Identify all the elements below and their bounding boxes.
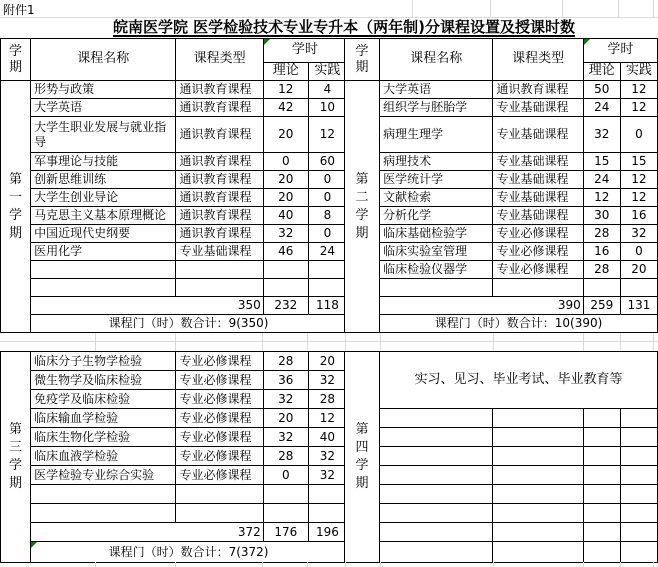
course-name-cell[interactable]: 医用化学 bbox=[31, 243, 176, 261]
header-course-name[interactable]: 课程名称 bbox=[380, 39, 493, 81]
practice-hours-cell[interactable]: 12 bbox=[620, 189, 657, 207]
course-type-cell[interactable]: 专业基础课程 bbox=[493, 153, 583, 171]
practice-hours-cell[interactable]: 28 bbox=[308, 390, 346, 409]
header-hours-label: 学时 bbox=[291, 42, 318, 58]
course-name-cell[interactable]: 大学英语 bbox=[31, 99, 176, 117]
theory-hours-cell[interactable]: 30 bbox=[583, 207, 620, 225]
semester-2-table bbox=[344, 38, 658, 333]
total-practice-cell[interactable]: 131 bbox=[620, 297, 657, 315]
empty-cell[interactable] bbox=[583, 466, 620, 485]
sheet-gridline bbox=[380, 562, 381, 567]
empty-cell[interactable] bbox=[380, 447, 493, 466]
empty-cell[interactable] bbox=[620, 504, 657, 523]
practice-hours-cell[interactable]: 20 bbox=[308, 352, 346, 371]
course-count-summary-cell[interactable] bbox=[31, 315, 347, 333]
sheet-gridline bbox=[618, 0, 619, 17]
practice-hours-cell[interactable]: 32 bbox=[308, 371, 346, 390]
course-name-cell[interactable]: 微生物学及临床检验 bbox=[31, 371, 176, 390]
practice-hours-cell[interactable]: 15 bbox=[620, 153, 657, 171]
header-course-type[interactable]: 课程类型 bbox=[493, 39, 583, 81]
practice-hours-cell[interactable]: 32 bbox=[620, 225, 657, 243]
semester4-note-cell[interactable]: 实习、见习、毕业考试、毕业教育等 bbox=[380, 352, 658, 409]
practice-hours-cell[interactable]: 8 bbox=[308, 207, 346, 225]
total-practice-cell[interactable]: 196 bbox=[308, 523, 346, 542]
sheet-gridline bbox=[493, 333, 494, 351]
empty-cell[interactable] bbox=[493, 523, 583, 542]
header-course-type[interactable]: 课程类型 bbox=[176, 39, 263, 81]
theory-hours-cell[interactable]: 40 bbox=[263, 207, 308, 225]
course-type-cell[interactable]: 专业必修课程 bbox=[493, 225, 583, 243]
header-semester[interactable] bbox=[345, 39, 380, 81]
sheet-gridline bbox=[307, 333, 308, 351]
empty-cell[interactable] bbox=[263, 485, 308, 504]
theory-hours-cell[interactable]: 12 bbox=[263, 81, 308, 99]
practice-hours-cell[interactable]: 0 bbox=[308, 171, 346, 189]
total-theory-cell[interactable]: 176 bbox=[263, 523, 308, 542]
semester-4-table bbox=[344, 351, 658, 563]
practice-hours-cell[interactable]: 40 bbox=[308, 428, 346, 447]
course-name-cell[interactable]: 临床输血学检验 bbox=[31, 409, 176, 428]
semester-label-cell[interactable] bbox=[345, 81, 380, 333]
sheet-gridline bbox=[490, 0, 491, 17]
practice-hours-cell[interactable]: 12 bbox=[308, 117, 346, 153]
course-type-cell[interactable]: 通识教育课程 bbox=[176, 117, 263, 153]
sheet-gridline bbox=[653, 333, 654, 351]
theory-hours-cell[interactable]: 20 bbox=[263, 171, 308, 189]
course-type-cell[interactable]: 专业必修课程 bbox=[176, 447, 263, 466]
semester-label: 第三学期 bbox=[9, 422, 23, 491]
theory-hours-cell[interactable]: 50 bbox=[583, 81, 620, 99]
sheet-gridline bbox=[262, 333, 263, 351]
practice-hours-cell[interactable]: 60 bbox=[308, 153, 346, 171]
empty-cell[interactable] bbox=[620, 279, 657, 297]
course-name-cell[interactable]: 临床分子生物学检验 bbox=[31, 352, 176, 371]
course-type-cell[interactable]: 通识教育课程 bbox=[176, 153, 263, 171]
semester-3-table bbox=[0, 351, 347, 563]
course-name-cell[interactable]: 临床检验仪器学 bbox=[380, 261, 493, 279]
course-type-cell[interactable]: 专业必修课程 bbox=[176, 428, 263, 447]
course-name-cell[interactable]: 医学检验专业综合实验 bbox=[31, 466, 176, 485]
empty-cell[interactable] bbox=[583, 447, 620, 466]
sheet-gridline bbox=[345, 333, 346, 351]
empty-cell[interactable] bbox=[31, 504, 176, 523]
empty-cell[interactable] bbox=[31, 485, 176, 504]
course-type-cell[interactable]: 通识教育课程 bbox=[176, 207, 263, 225]
empty-cell[interactable] bbox=[380, 279, 493, 297]
header-hours[interactable] bbox=[583, 39, 657, 63]
course-count-summary-cell[interactable] bbox=[380, 315, 658, 333]
header-semester-label: 学期 bbox=[9, 43, 23, 75]
empty-cell[interactable] bbox=[493, 428, 583, 447]
semester-label: 第二学期 bbox=[355, 171, 369, 241]
course-name-cell[interactable]: 大学英语 bbox=[380, 81, 493, 99]
sheet-gridline bbox=[653, 0, 654, 17]
course-type-cell[interactable]: 专业基础课程 bbox=[176, 243, 263, 261]
empty-cell[interactable] bbox=[380, 466, 493, 485]
empty-cell[interactable] bbox=[263, 279, 308, 297]
course-name-cell[interactable]: 免疫学及临床检验 bbox=[31, 390, 176, 409]
theory-hours-cell[interactable]: 12 bbox=[583, 189, 620, 207]
practice-hours-cell[interactable]: 24 bbox=[308, 243, 346, 261]
practice-hours-cell[interactable]: 12 bbox=[308, 409, 346, 428]
theory-hours-cell[interactable]: 20 bbox=[263, 189, 308, 207]
empty-cell[interactable] bbox=[583, 504, 620, 523]
practice-hours-cell[interactable]: 32 bbox=[308, 447, 346, 466]
theory-hours-cell[interactable]: 28 bbox=[583, 225, 620, 243]
empty-cell[interactable] bbox=[493, 504, 583, 523]
sheet-gridline bbox=[345, 562, 346, 567]
total-practice-cell[interactable]: 118 bbox=[308, 297, 346, 315]
empty-cell[interactable] bbox=[176, 485, 263, 504]
course-name-cell[interactable]: 文献检索 bbox=[380, 189, 493, 207]
theory-hours-cell[interactable]: 32 bbox=[263, 225, 308, 243]
course-type-cell[interactable]: 专业基础课程 bbox=[493, 171, 583, 189]
empty-cell[interactable] bbox=[493, 447, 583, 466]
theory-hours-cell[interactable]: 15 bbox=[583, 153, 620, 171]
course-name-cell[interactable]: 形势与政策 bbox=[31, 81, 176, 99]
course-type-cell[interactable]: 专业基础课程 bbox=[493, 99, 583, 117]
course-type-cell[interactable]: 通识教育课程 bbox=[176, 99, 263, 117]
course-count-summary-text: 课程门（时）数合计：10(390) bbox=[434, 316, 603, 330]
empty-cell[interactable] bbox=[620, 466, 657, 485]
theory-hours-cell[interactable]: 28 bbox=[263, 447, 308, 466]
semester-label-cell[interactable] bbox=[1, 81, 31, 333]
header-theory[interactable]: 理论 bbox=[583, 63, 620, 81]
sheet-gridline bbox=[562, 0, 563, 17]
course-name-cell[interactable]: 马克思主义基本原理概论 bbox=[31, 207, 176, 225]
attachment-label: 附件1 bbox=[3, 3, 35, 17]
course-count-summary-text: 课程门（时）数合计：7(372) bbox=[108, 544, 269, 559]
course-name-cell[interactable]: 临床实验室管理 bbox=[380, 243, 493, 261]
sheet-gridline bbox=[307, 562, 308, 567]
course-type-cell[interactable]: 专业必修课程 bbox=[176, 466, 263, 485]
course-name-cell[interactable]: 临床基础检验学 bbox=[380, 225, 493, 243]
empty-cell[interactable] bbox=[583, 409, 620, 428]
theory-hours-cell[interactable]: 16 bbox=[583, 243, 620, 261]
empty-cell[interactable] bbox=[308, 261, 346, 279]
empty-cell[interactable] bbox=[583, 485, 620, 504]
course-type-cell[interactable]: 专业基础课程 bbox=[493, 117, 583, 153]
empty-cell[interactable] bbox=[620, 447, 657, 466]
sheet-gridline bbox=[0, 341, 658, 342]
semester-label-cell[interactable] bbox=[1, 352, 31, 563]
sheet-gridline bbox=[175, 562, 176, 567]
empty-cell[interactable] bbox=[620, 523, 657, 542]
practice-hours-cell[interactable]: 0 bbox=[620, 117, 657, 153]
empty-cell[interactable] bbox=[176, 261, 263, 279]
theory-hours-cell[interactable]: 24 bbox=[583, 99, 620, 117]
course-name-cell[interactable]: 大学生创业导论 bbox=[31, 189, 176, 207]
course-count-summary-cell[interactable] bbox=[31, 542, 347, 563]
empty-cell[interactable] bbox=[380, 523, 493, 542]
empty-cell[interactable] bbox=[583, 523, 620, 542]
practice-hours-cell[interactable]: 16 bbox=[620, 207, 657, 225]
sheet-gridline bbox=[620, 562, 621, 567]
practice-hours-cell[interactable]: 12 bbox=[620, 81, 657, 99]
semester-label: 第四学期 bbox=[355, 422, 369, 491]
sheet-gridline bbox=[0, 17, 658, 18]
header-hours[interactable] bbox=[263, 39, 346, 63]
course-type-cell[interactable]: 通识教育课程 bbox=[176, 189, 263, 207]
semester-label-cell[interactable] bbox=[345, 352, 380, 563]
practice-hours-cell[interactable]: 10 bbox=[308, 99, 346, 117]
practice-hours-cell[interactable]: 12 bbox=[620, 99, 657, 117]
course-type-cell[interactable]: 专业必修课程 bbox=[176, 390, 263, 409]
sheet-gridline bbox=[412, 0, 413, 17]
empty-cell[interactable] bbox=[380, 542, 493, 563]
empty-cell[interactable] bbox=[620, 542, 657, 563]
empty-cell[interactable] bbox=[31, 261, 176, 279]
sheet-gridline bbox=[380, 333, 381, 351]
semester-label: 第一学期 bbox=[9, 171, 23, 241]
empty-cell[interactable] bbox=[308, 485, 346, 504]
practice-hours-cell[interactable]: 0 bbox=[308, 189, 346, 207]
green-corner-marker-icon bbox=[31, 542, 37, 548]
theory-hours-cell[interactable]: 20 bbox=[263, 409, 308, 428]
header-practice[interactable]: 实践 bbox=[308, 63, 346, 81]
sheet-gridline bbox=[493, 562, 494, 567]
empty-cell[interactable] bbox=[380, 409, 493, 428]
header-semester-label: 学期 bbox=[355, 43, 369, 75]
page-title: 皖南医学院 医学检验技术专业专升本（两年制)分课程设置及授课时数 bbox=[112, 18, 576, 36]
course-type-cell[interactable]: 专业必修课程 bbox=[176, 352, 263, 371]
empty-cell[interactable] bbox=[583, 542, 620, 563]
course-name-cell[interactable]: 病理生理学 bbox=[380, 117, 493, 153]
theory-hours-cell[interactable]: 36 bbox=[263, 371, 308, 390]
sheet-gridline bbox=[262, 562, 263, 567]
header-theory[interactable]: 理论 bbox=[263, 63, 308, 81]
course-name-cell[interactable]: 中国近现代史纲要 bbox=[31, 225, 176, 243]
course-name-cell[interactable]: 创新思维训练 bbox=[31, 171, 176, 189]
practice-hours-cell[interactable]: 12 bbox=[620, 171, 657, 189]
empty-cell[interactable] bbox=[493, 409, 583, 428]
green-corner-marker-icon bbox=[584, 39, 590, 45]
total-hours-cell[interactable]: 390 bbox=[380, 297, 584, 315]
empty-cell[interactable] bbox=[380, 485, 493, 504]
theory-hours-cell[interactable]: 32 bbox=[583, 117, 620, 153]
course-type-cell[interactable]: 专业必修课程 bbox=[493, 261, 583, 279]
sheet-gridline bbox=[583, 562, 584, 567]
empty-cell[interactable] bbox=[308, 504, 346, 523]
theory-hours-cell[interactable]: 32 bbox=[263, 428, 308, 447]
empty-cell[interactable] bbox=[31, 279, 176, 297]
empty-cell[interactable] bbox=[620, 428, 657, 447]
total-hours-cell[interactable]: 350 bbox=[31, 297, 264, 315]
header-hours-label: 学时 bbox=[607, 42, 634, 58]
theory-hours-cell[interactable]: 32 bbox=[263, 390, 308, 409]
course-name-cell[interactable]: 医学统计学 bbox=[380, 171, 493, 189]
course-name-cell[interactable]: 分析化学 bbox=[380, 207, 493, 225]
green-corner-marker-icon bbox=[264, 39, 270, 45]
course-type-cell[interactable]: 专业必修课程 bbox=[493, 243, 583, 261]
empty-cell[interactable] bbox=[583, 279, 620, 297]
sheet-gridline bbox=[95, 333, 96, 351]
course-name-cell[interactable]: 军事理论与技能 bbox=[31, 153, 176, 171]
course-type-cell[interactable]: 专业基础课程 bbox=[493, 207, 583, 225]
course-type-cell[interactable]: 专业基础课程 bbox=[493, 189, 583, 207]
course-name-cell[interactable]: 临床生物化学检验 bbox=[31, 428, 176, 447]
empty-cell[interactable] bbox=[263, 504, 308, 523]
empty-cell[interactable] bbox=[493, 466, 583, 485]
course-type-cell[interactable]: 通识教育课程 bbox=[176, 225, 263, 243]
course-type-cell[interactable]: 通识教育课程 bbox=[493, 81, 583, 99]
course-name-cell[interactable]: 组织学与胚胎学 bbox=[380, 99, 493, 117]
practice-hours-cell[interactable]: 0 bbox=[308, 225, 346, 243]
header-course-name[interactable]: 课程名称 bbox=[31, 39, 176, 81]
empty-cell[interactable] bbox=[176, 279, 263, 297]
theory-hours-cell[interactable]: 20 bbox=[263, 117, 308, 153]
course-type-cell[interactable]: 专业必修课程 bbox=[176, 371, 263, 390]
total-hours-cell[interactable]: 372 bbox=[31, 523, 264, 542]
empty-cell[interactable] bbox=[176, 504, 263, 523]
course-name-cell[interactable]: 大学生职业发展与就业指导 bbox=[31, 117, 176, 153]
empty-cell[interactable] bbox=[620, 485, 657, 504]
course-name-cell[interactable]: 临床血液学检验 bbox=[31, 447, 176, 466]
course-name-cell[interactable]: 病理技术 bbox=[380, 153, 493, 171]
practice-hours-cell[interactable]: 0 bbox=[620, 243, 657, 261]
empty-cell[interactable] bbox=[493, 279, 583, 297]
sheet-gridline bbox=[95, 562, 96, 567]
semester-1-table bbox=[0, 38, 347, 333]
empty-cell[interactable] bbox=[620, 409, 657, 428]
course-count-summary-text: 课程门（时）数合计：9(350) bbox=[108, 316, 269, 330]
theory-hours-cell[interactable]: 0 bbox=[263, 153, 308, 171]
practice-hours-cell[interactable]: 4 bbox=[308, 81, 346, 99]
sheet-gridline bbox=[583, 333, 584, 351]
theory-hours-cell[interactable]: 46 bbox=[263, 243, 308, 261]
sheet-gridline bbox=[620, 333, 621, 351]
sheet-gridline bbox=[175, 333, 176, 351]
empty-cell[interactable] bbox=[493, 485, 583, 504]
theory-hours-cell[interactable]: 0 bbox=[263, 466, 308, 485]
empty-cell[interactable] bbox=[583, 428, 620, 447]
empty-cell[interactable] bbox=[380, 428, 493, 447]
course-type-cell[interactable]: 通识教育课程 bbox=[176, 81, 263, 99]
header-semester[interactable] bbox=[1, 39, 31, 81]
empty-cell[interactable] bbox=[308, 279, 346, 297]
total-theory-cell[interactable]: 232 bbox=[263, 297, 308, 315]
theory-hours-cell[interactable]: 28 bbox=[263, 352, 308, 371]
course-type-cell[interactable]: 通识教育课程 bbox=[176, 171, 263, 189]
header-practice[interactable]: 实践 bbox=[620, 63, 657, 81]
course-type-cell[interactable]: 专业必修课程 bbox=[176, 409, 263, 428]
empty-cell[interactable] bbox=[380, 504, 493, 523]
practice-hours-cell[interactable]: 20 bbox=[620, 261, 657, 279]
theory-hours-cell[interactable]: 42 bbox=[263, 99, 308, 117]
empty-cell[interactable] bbox=[263, 261, 308, 279]
practice-hours-cell[interactable]: 32 bbox=[308, 466, 346, 485]
theory-hours-cell[interactable]: 24 bbox=[583, 171, 620, 189]
sheet-gridline bbox=[653, 562, 654, 567]
theory-hours-cell[interactable]: 28 bbox=[583, 261, 620, 279]
total-theory-cell[interactable]: 259 bbox=[583, 297, 620, 315]
empty-cell[interactable] bbox=[493, 542, 583, 563]
